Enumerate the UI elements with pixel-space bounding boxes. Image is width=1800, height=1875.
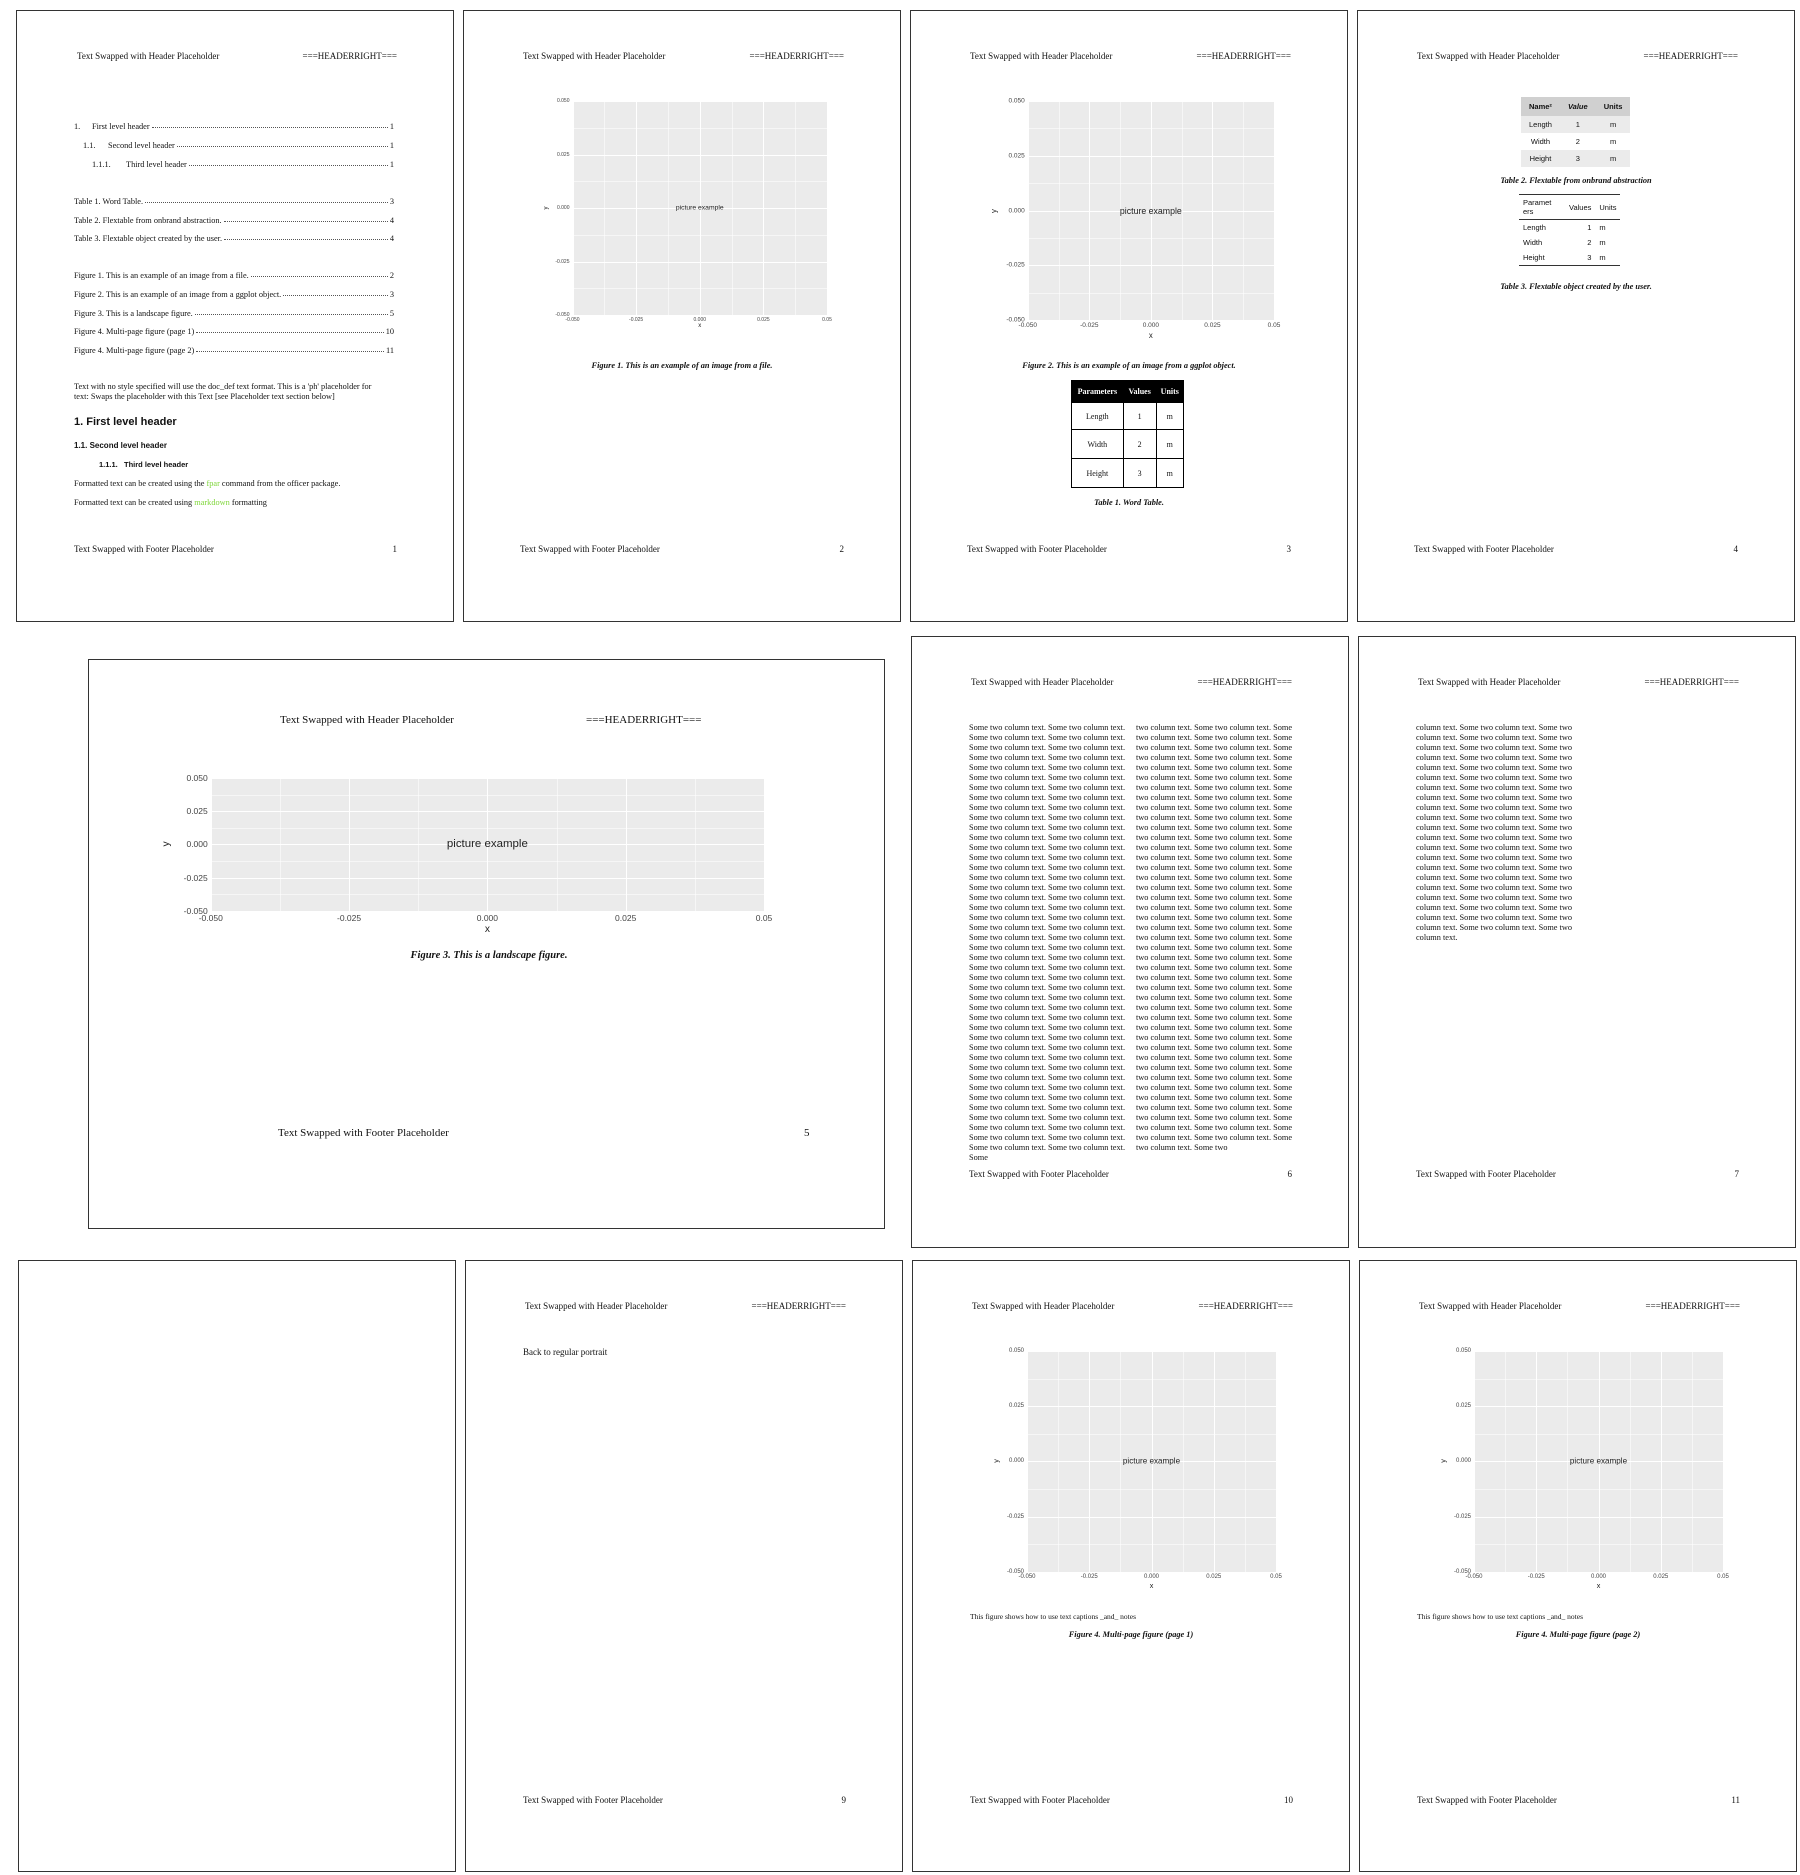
toc-label: First level header (92, 122, 150, 131)
plot-figure-3 (161, 773, 773, 938)
y-tick-label: 0.025 (1008, 1403, 1024, 1410)
y-tick-label: 0.000 (1008, 1458, 1024, 1465)
x-tick-label: 0.025 (757, 317, 770, 323)
x-tick-label: -0.050 (1465, 1573, 1483, 1580)
grid-line (1028, 265, 1274, 266)
table-cell: 1 (1587, 223, 1592, 232)
page-number: 11 (1731, 1795, 1740, 1805)
page-8-blank (18, 1260, 456, 1872)
table-cell: m (1156, 430, 1183, 459)
header-left: Text Swapped with Header Placeholder (970, 51, 1113, 61)
table-cell: Width (1530, 137, 1551, 146)
grid-line (1027, 1406, 1276, 1407)
x-axis-label: x (1596, 1581, 1601, 1591)
toc-entry[interactable] (74, 216, 394, 225)
toc-entry[interactable] (74, 271, 394, 280)
text: command from the officer package. (219, 479, 341, 488)
grid-line (211, 778, 764, 779)
table-row (1519, 220, 1620, 236)
grid-line-minor (1028, 293, 1274, 294)
y-tick-label: -0.050 (555, 312, 570, 318)
toc-entry[interactable] (74, 346, 394, 355)
header-right: ===HEADERRIGHT=== (1644, 677, 1739, 687)
table-row (1521, 116, 1630, 133)
text: formatting (229, 498, 267, 507)
footer-left: Text Swapped with Footer Placeholder (278, 1127, 449, 1139)
plot-center-label: picture example (1119, 205, 1182, 216)
header-left: Text Swapped with Header Placeholder (972, 1301, 1115, 1311)
grid-line-minor (211, 795, 764, 796)
grid-line-minor (1027, 1434, 1276, 1435)
x-tick-label: -0.025 (629, 317, 644, 323)
grid-line (1474, 1351, 1723, 1352)
word-table (1071, 380, 1184, 488)
toc-num: 1.1.1. (92, 160, 111, 169)
table-cell: m (1609, 154, 1617, 163)
grid-line (827, 101, 828, 315)
grid-line-minor (1474, 1544, 1723, 1545)
y-tick-label: 0.050 (1008, 1348, 1024, 1354)
footer-left: Text Swapped with Footer Placeholder (520, 544, 660, 554)
toc-entry[interactable] (74, 309, 394, 318)
table-cell: m (1609, 120, 1617, 129)
text: Formatted text can be created using the (74, 479, 207, 488)
grid-line (573, 155, 828, 156)
grid-line (1028, 101, 1274, 102)
page-6 (911, 636, 1349, 1248)
table-caption: Table 1. Word Table. (1094, 498, 1164, 507)
toc-page: 10 (385, 327, 394, 336)
heading-2: 1.1. Second level header (74, 441, 167, 450)
x-tick-label: -0.025 (1527, 1573, 1545, 1580)
x-tick-label: 0.000 (1590, 1573, 1607, 1580)
y-tick-label: 0.025 (1455, 1403, 1471, 1410)
grid-line-minor (211, 828, 764, 829)
header-right: ===HEADERRIGHT=== (1643, 51, 1738, 61)
toc-num: 1.1. (83, 141, 96, 150)
table-row (1519, 250, 1620, 266)
table-cell: Length (1523, 223, 1546, 232)
toc-entry[interactable] (83, 141, 394, 150)
flextable-user (1519, 194, 1620, 266)
heading-3: 1.1.1. Third level header (99, 460, 189, 469)
page-5-landscape (88, 659, 885, 1229)
table-cell: 1 (1575, 120, 1580, 129)
plot-figure-4-page-2 (1438, 1348, 1729, 1591)
grid-line-minor (1027, 1379, 1276, 1380)
footer-left: Text Swapped with Footer Placeholder (1417, 1795, 1557, 1805)
x-axis-label: x (1149, 1581, 1154, 1591)
toc-label: Figure 4. Multi-page figure (page 2) (74, 346, 195, 355)
table-row (1072, 430, 1184, 459)
grid-line-minor (573, 235, 828, 236)
table-row (1519, 235, 1620, 250)
table-header: Values (1569, 202, 1592, 212)
header-left: Text Swapped with Header Placeholder (525, 1301, 668, 1311)
table-cell: m (1599, 223, 1606, 232)
page-number: 2 (839, 544, 844, 554)
grid-line (1028, 320, 1274, 321)
grid-line (1474, 1572, 1723, 1573)
x-tick-label: 0.05 (755, 912, 773, 923)
figure-caption: Figure 4. Multi-page figure (page 1) (1068, 1630, 1194, 1639)
plot-center-label: picture example (675, 204, 724, 212)
grid-line-minor (573, 181, 828, 182)
y-tick-label: 0.000 (1455, 1458, 1471, 1465)
table-cell: m (1156, 459, 1183, 488)
table-cell: 3 (1587, 253, 1592, 262)
table-cell: 3 (1123, 459, 1156, 488)
x-axis-label: x (698, 323, 702, 329)
table-header: Value (1567, 102, 1588, 111)
page-number: 1 (392, 544, 397, 554)
table-header: Paramet ers (1523, 198, 1552, 216)
header-right: ===HEADERRIGHT=== (1645, 1301, 1740, 1311)
page-number: 5 (804, 1127, 810, 1139)
two-column-text: column text. Some two column text. Some two column text. Some two column text. Some two column text. Some two column text. Some two column text. Some two column text. Some two column text. Some two column text. Some two column text. Some two column text. Some two column text. Some two column text. Some two column text. Some two column text. Some two column text. Some two column text. Some two column text. Some two column text. Some two column text. Some two column text. Some two column text. Some two column text. Some two column text. Some two column text. Some two column text. Some two column text. Some two column text. Some two column text. Some two column text. Some two column text. Some two column text. Some two column text. Some two column text. Some two column text. Some two column text. Some two column text. Some two column text. Some two column text. Some two column text. Some two column text. Some two column text. (1416, 723, 1573, 942)
grid-line-minor (1028, 128, 1274, 129)
grid-line (211, 911, 764, 912)
grid-line-minor (573, 288, 828, 289)
table-cell: Height (1523, 253, 1545, 262)
header-right: ===HEADERRIGHT=== (586, 714, 702, 726)
y-axis-label: y (989, 208, 999, 213)
table-cell: Length (1072, 403, 1124, 430)
x-axis-label: x (484, 924, 490, 936)
y-tick-label: -0.025 (1006, 261, 1025, 269)
toc-page: 4 (389, 234, 394, 243)
header-left: Text Swapped with Header Placeholder (77, 51, 220, 61)
table-cell: Length (1529, 120, 1552, 129)
header-right: ===HEADERRIGHT=== (751, 1301, 846, 1311)
toc-page: 3 (389, 197, 394, 206)
header-left: Text Swapped with Header Placeholder (280, 714, 454, 726)
grid-line (1276, 1351, 1277, 1572)
y-axis-label: y (161, 841, 173, 847)
toc-label: Table 3. Flextable object created by the user. (74, 234, 223, 243)
intro-line: text: Swaps the placeholder with this Text [see Placeholder text section below] (74, 392, 335, 401)
table-header: Units (1156, 381, 1183, 403)
header-left: Text Swapped with Header Placeholder (971, 677, 1114, 687)
y-tick-label: -0.050 (1006, 1568, 1024, 1575)
toc-label: Figure 2. This is an example of an image from a ggplot object. (74, 290, 282, 299)
toc-page: 1 (389, 122, 394, 131)
plot-center-label: picture example (1122, 1456, 1181, 1466)
table-cell: 2 (1587, 238, 1592, 247)
page-number: 7 (1734, 1169, 1739, 1179)
footer-left: Text Swapped with Footer Placeholder (1416, 1169, 1556, 1179)
table-cell: m (1609, 137, 1617, 146)
grid-line-minor (1474, 1489, 1723, 1490)
toc-label: Figure 4. Multi-page figure (page 1) (74, 327, 195, 336)
toc-label: Second level header (108, 141, 175, 150)
toc-page: 4 (389, 216, 394, 225)
page-number: 10 (1284, 1795, 1293, 1805)
y-tick-label: -0.050 (183, 905, 208, 916)
figure-note: This figure shows how to use text captions _and_ notes (970, 1612, 1137, 1621)
x-axis-label: x (1148, 330, 1153, 340)
table-cell: Height (1529, 154, 1552, 163)
footer-left: Text Swapped with Footer Placeholder (969, 1169, 1109, 1179)
x-tick-label: 0.000 (476, 912, 499, 923)
x-tick-label: -0.025 (337, 912, 362, 923)
grid-line-minor (211, 861, 764, 862)
toc-label: Table 1. Word Table. (74, 197, 144, 206)
grid-line-minor (1027, 1544, 1276, 1545)
y-tick-label: 0.050 (556, 98, 570, 104)
page-number: 6 (1287, 1169, 1292, 1179)
plot-figure-4-page-1 (991, 1348, 1282, 1591)
figure-note: This figure shows how to use text captions _and_ notes (1417, 1612, 1584, 1621)
toc-entry[interactable] (74, 122, 394, 131)
grid-line (211, 878, 764, 879)
table-cell: Width (1523, 238, 1543, 247)
table-cell: 3 (1575, 154, 1580, 163)
grid-line (1723, 1351, 1724, 1572)
plot-figure-1 (543, 98, 832, 331)
x-tick-label: 0.025 (1204, 322, 1221, 330)
toc-entry[interactable] (74, 234, 394, 243)
x-tick-label: 0.000 (1142, 322, 1160, 330)
y-tick-label: 0.000 (556, 205, 570, 211)
grid-line-minor (573, 128, 828, 129)
table-header: Parameters (1072, 381, 1124, 403)
y-axis-label: y (543, 206, 550, 210)
page-9 (465, 1260, 903, 1872)
header-right: ===HEADERRIGHT=== (749, 51, 844, 61)
intro-line: Text with no style specified will use the doc_def text format. This is a 'ph' placeholder for (74, 382, 372, 391)
x-tick-label: -0.025 (1080, 322, 1099, 330)
toc-page: 11 (386, 346, 394, 355)
figure-caption: Figure 2. This is an example of an image from a ggplot object. (1022, 361, 1236, 370)
two-column-text-right: two column text. Some two column text. Some two column text. Some two column text. Some two column text. Some two column text. Some two column text. Some two column text. Some two column text. Some two column text. Some two column text. Some two column text. Some two column text. Some two column text. Some two column text. Some two column text. Some two column text. Some two column text. Some two column text. Some two column text. Some two column text. Some two column text. Some two column text. Some two column text. Some two column text. Some two column text. Some two column text. Some two column text. Some two column text. Some two column text. Some two column text. Some two column text. Some two column text. Some two column text. Some two column text. Some two column text. Some two column text. Some two column text. Some two column text. Some two column text. Some two column text. Some two column text. Some two column text. Some two column text. Some two column text. Some two column text. Some two column text. Some two column text. Some two column text. Some two column text. Some two column text. Some two column text. Some two column text. Some two column text. Some two column text. Some two column text. Some two column text. Some two column text. Some two column text. Some two column text. Some two column text. Some two column text. Some two column text. Some two column text. Some two column text. Some two column text. Some two column text. Some two column text. Some two column text. Some two column text. Some two column text. Some two column text. Some two column text. Some two column text. Some two column text. Some two column text. Some two column text. Some two column text. Some two column text. Some two column text. Some two column text. Some two column text. Some two column text. Some two column text. Some two column text. Some two (1136, 723, 1293, 1152)
toc-page: 3 (389, 290, 394, 299)
x-tick-label: -0.025 (1080, 1573, 1098, 1580)
grid-line (573, 262, 828, 263)
footer-left: Text Swapped with Footer Placeholder (523, 1795, 663, 1805)
x-tick-label: 0.025 (1206, 1573, 1222, 1580)
x-tick-label: -0.050 (1018, 1573, 1036, 1580)
header-left: Text Swapped with Header Placeholder (1419, 1301, 1562, 1311)
code-text: markdown (194, 498, 230, 507)
footer-left: Text Swapped with Footer Placeholder (74, 544, 214, 554)
grid-line (1474, 1406, 1723, 1407)
grid-line (1027, 1517, 1276, 1518)
page-4 (1357, 10, 1795, 622)
y-tick-label: 0.050 (1455, 1348, 1471, 1354)
y-tick-label: -0.050 (1453, 1568, 1471, 1575)
y-tick-label: 0.025 (1008, 152, 1025, 160)
x-tick-label: 0.05 (1270, 1573, 1282, 1580)
page-1 (16, 10, 454, 622)
figure-caption: Figure 4. Multi-page figure (page 2) (1515, 1630, 1641, 1639)
grid-line-minor (1028, 183, 1274, 184)
x-tick-label: 0.025 (615, 912, 637, 923)
plot-center-label: picture example (1569, 1456, 1628, 1466)
page-number: 4 (1733, 544, 1738, 554)
grid-line (1027, 1572, 1276, 1573)
x-tick-label: 0.05 (1717, 1573, 1729, 1580)
formatted-text-2 (74, 498, 267, 507)
y-axis-label: y (1438, 1459, 1448, 1464)
grid-line (573, 101, 828, 102)
header-left: Text Swapped with Header Placeholder (1417, 51, 1560, 61)
figure-caption: Figure 1. This is an example of an image from a file. (591, 361, 773, 370)
table-row (1072, 403, 1184, 430)
page-number: 9 (841, 1795, 846, 1805)
table-cell: Height (1072, 459, 1124, 488)
toc-page: 1 (389, 141, 394, 150)
header-left: Text Swapped with Header Placeholder (523, 51, 666, 61)
table-caption: Table 2. Flextable from onbrand abstraction (1500, 176, 1652, 185)
code-text: fpar (206, 479, 220, 488)
figure-caption: Figure 3. This is a landscape figure. (410, 950, 568, 961)
toc-num: 1. (74, 122, 81, 131)
heading-1: 1. First level header (74, 416, 177, 428)
grid-line (211, 811, 764, 812)
table-header: Name² (1529, 102, 1552, 111)
x-tick-label: -0.050 (198, 912, 223, 923)
body-text: Back to regular portrait (523, 1347, 608, 1357)
footer-left: Text Swapped with Footer Placeholder (970, 1795, 1110, 1805)
grid-line (1274, 101, 1275, 320)
toc-label: Figure 1. This is an example of an image from a file. (74, 271, 249, 280)
y-tick-label: 0.000 (1008, 207, 1025, 215)
y-tick-label: 0.000 (186, 839, 208, 850)
page-2 (463, 10, 901, 622)
toc-page: 2 (389, 271, 394, 280)
page-7 (1358, 636, 1796, 1248)
table-header: Units (1599, 202, 1617, 212)
y-tick-label: -0.025 (1006, 1513, 1024, 1520)
table-row (1521, 150, 1630, 167)
grid-line-minor (1474, 1434, 1723, 1435)
grid-line (1474, 1517, 1723, 1518)
plot-center-label: picture example (446, 838, 528, 851)
page-11 (1359, 1260, 1797, 1872)
table-row (1072, 459, 1184, 488)
y-tick-label: 0.050 (186, 773, 208, 783)
header-right: ===HEADERRIGHT=== (1198, 1301, 1293, 1311)
grid-line-minor (211, 894, 764, 895)
grid-line (1028, 156, 1274, 157)
y-tick-label: -0.025 (1453, 1513, 1471, 1520)
y-tick-label: 0.025 (186, 806, 208, 817)
table-header: Values (1123, 381, 1156, 403)
table-cell: Width (1072, 430, 1124, 459)
formatted-text-1 (74, 479, 340, 488)
table-row (1521, 133, 1630, 150)
toc-entry[interactable] (74, 327, 394, 336)
x-tick-label: -0.050 (565, 317, 580, 323)
table-caption: Table 3. Flextable object created by the user. (1500, 282, 1652, 291)
x-tick-label: 0.000 (693, 317, 707, 323)
toc-page: 5 (389, 309, 394, 318)
footer-left: Text Swapped with Footer Placeholder (967, 544, 1107, 554)
header-left: Text Swapped with Header Placeholder (1418, 677, 1561, 687)
page-10 (912, 1260, 1350, 1872)
two-column-text-left: Some two column text. Some two column text. Some two column text. Some two column text. Some two column text. Some two column text. Some two column text. Some two column text. Some two column text. Some two column text. Some two column text. Some two column text. Some two column text. Some two column text. Some two column text. Some two column text. Some two column text. Some two column text. Some two column text. Some two column text. Some two column text. Some two column text. Some two column text. Some two column text. Some two column text. Some two column text. Some two column text. Some two column text. Some two column text. Some two column text. Some two column text. Some two column text. Some two column text. Some two column text. Some two column text. Some two column text. Some two column text. Some two column text. Some two column text. Some two column text. Some two column text. Some two column text. Some two column text. Some two column text. Some two column text. Some two column text. Some two column text. Some two column text. Some two column text. Some two column text. Some two column text. Some two column text. Some two column text. Some two column text. Some two column text. Some two column text. Some two column text. Some two column text. Some two column text. Some two column text. Some two column text. Some two column text. Some two column text. Some two column text. Some two column text. Some two column text. Some two column text. Some two column text. Some two column text. Some two column text. Some two column text. Some two column text. Some two column text. Some two column text. Some two column text. Some two column text. Some two column text. Some two column text. Some two column text. Some two column text. Some two column text. Some two column text. Some two column text. Some two column text. Some two column text. Some two column text. Some (969, 723, 1126, 1162)
page-number: 3 (1286, 544, 1291, 554)
table-header: Units (1603, 102, 1623, 111)
table-cell: m (1156, 403, 1183, 430)
table-cell: m (1599, 238, 1606, 247)
grid-line (1027, 1351, 1276, 1352)
grid-line-minor (1474, 1379, 1723, 1380)
table-cell: 2 (1575, 137, 1580, 146)
text: Formatted text can be created using (74, 498, 195, 507)
toc-label: Third level header (126, 160, 187, 169)
header-right: ===HEADERRIGHT=== (1197, 677, 1292, 687)
page-3 (910, 10, 1348, 622)
x-tick-label: 0.025 (1653, 1573, 1669, 1580)
table-cell: m (1599, 253, 1606, 262)
grid-line-minor (1028, 238, 1274, 239)
grid-line (764, 778, 765, 911)
y-tick-label: -0.050 (1006, 316, 1025, 324)
plot-figure-2 (989, 97, 1281, 341)
toc-page: 1 (389, 160, 394, 169)
y-tick-label: 0.025 (556, 151, 570, 158)
table-cell: 2 (1123, 430, 1156, 459)
x-tick-label: 0.000 (1143, 1573, 1160, 1580)
y-tick-label: -0.025 (183, 872, 208, 883)
footer-left: Text Swapped with Footer Placeholder (1414, 544, 1554, 554)
toc-entry[interactable] (74, 197, 394, 206)
y-axis-label: y (991, 1459, 1001, 1464)
toc-label: Table 2. Flextable from onbrand abstraction. (74, 216, 222, 225)
header-right: ===HEADERRIGHT=== (1196, 51, 1291, 61)
table-cell: 1 (1123, 403, 1156, 430)
flextable-onbrand (1521, 97, 1630, 167)
toc-entry[interactable] (92, 160, 394, 169)
x-tick-label: -0.050 (1018, 322, 1037, 330)
header-right: ===HEADERRIGHT=== (302, 51, 397, 61)
x-tick-label: 0.05 (1267, 322, 1281, 330)
grid-line (573, 315, 828, 316)
toc-label: Figure 3. This is a landscape figure. (74, 309, 193, 318)
toc-entry[interactable] (74, 290, 394, 299)
y-tick-label: 0.050 (1008, 97, 1025, 105)
y-tick-label: -0.025 (555, 258, 570, 265)
grid-line-minor (1027, 1489, 1276, 1490)
x-tick-label: 0.05 (822, 317, 832, 323)
